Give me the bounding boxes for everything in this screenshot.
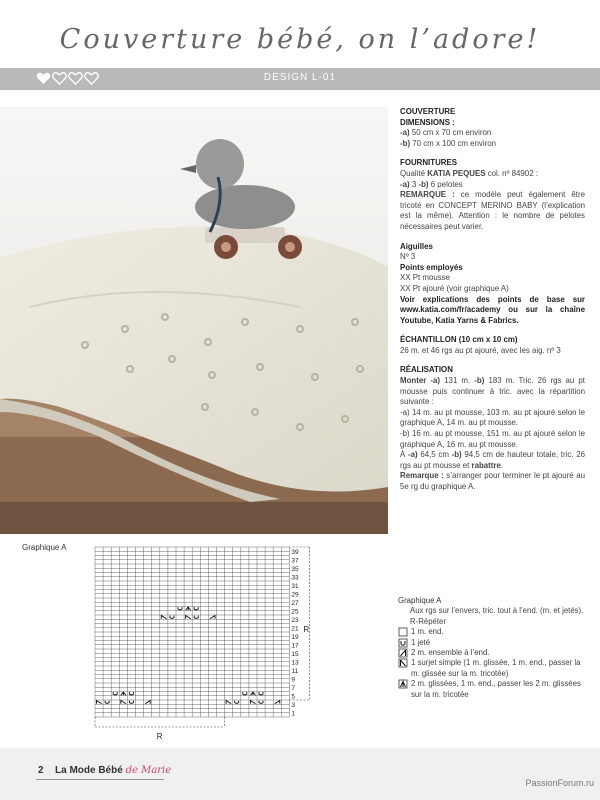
skpo-mark (121, 701, 126, 704)
yo-mark (170, 616, 174, 619)
skpo-icon (398, 658, 408, 668)
section-title-points: Points employés (400, 262, 463, 272)
section-title-echantillon: ÉCHANTILLON (10 cm x 10 cm) (400, 335, 518, 345)
knitting-chart (0, 540, 340, 745)
page-title: Couverture bébé, on l’adore! (59, 24, 541, 55)
design-band (0, 68, 600, 90)
point-mousse: XX Pt mousse (400, 273, 450, 283)
yo-mark (105, 701, 109, 704)
yo-mark (194, 616, 198, 619)
yo-mark (178, 607, 182, 610)
yo-mark (194, 607, 198, 610)
k2tog-mark (210, 616, 215, 619)
legend-line1: Aux rgs sur l’envers, tric. tout à l’end. (m. et jetés). (410, 606, 584, 616)
yo-mark (259, 701, 263, 704)
k2tog-mark (275, 701, 280, 704)
legend-item-knit: 1 m. end. (398, 627, 588, 637)
academy-note: Voir explications des points de base sur www.katia.com/fr/academy ou sur la chaîne Youtube, Katia Yarns & Fabrics. (400, 294, 585, 325)
watermark: PassionForum.ru (525, 778, 594, 788)
skpo-mark (226, 701, 231, 704)
skpo-mark (250, 701, 255, 704)
row-label: 27 (291, 600, 299, 608)
dimension-b: -b) 70 cm x 100 cm environ (400, 138, 497, 148)
point-ajoure: XX Pt ajouré (voir graphique A) (400, 283, 509, 293)
yo-mark (259, 692, 263, 695)
row-label: 13 (291, 659, 299, 667)
section-title-realisation: RÉALISATION (400, 365, 453, 375)
repeat-label-right: R (303, 625, 310, 634)
page-number: 2 (38, 765, 44, 776)
dimension-a: -a) 50 cm x 70 cm environ (400, 128, 492, 138)
row-label: 31 (291, 583, 299, 591)
dd-mark (121, 692, 126, 695)
dd-mark (186, 607, 191, 610)
row-label: 17 (291, 642, 299, 650)
row-label: 23 (291, 617, 299, 625)
legend-line2: R-Répéter (410, 616, 446, 626)
chart-title: Graphique A (22, 543, 67, 552)
page-footer (0, 748, 600, 800)
row-label: 25 (291, 608, 299, 616)
pattern-instructions (400, 107, 585, 493)
empty-square-icon (398, 627, 408, 637)
k2tog-icon (398, 648, 408, 658)
section-title-fournitures: FOURNITURES (400, 158, 457, 168)
repartition-b: -b) 16 m. au pt mousse, 151 m. au pt ajouré selon le graphique A, 16 m. au pt mousse. (400, 429, 585, 449)
echantillon-value: 26 m. et 46 rgs au pt ajouré, avec les aig. nº 3 (400, 345, 561, 355)
row-label: 19 (291, 634, 299, 642)
dd-mark (250, 692, 255, 695)
yarn-over-u-icon (398, 638, 408, 648)
yo-mark (129, 692, 133, 695)
row-label: 37 (291, 557, 299, 565)
hauteur-line: À -a) 64,5 cm -b) 94,5 cm de hauteur totale, tric. 26 rgs au pt mousse et rabattre. (400, 450, 585, 470)
legend-item-k2tog: 2 m. ensemble à l’end. (398, 648, 588, 658)
dimensions-label: DIMENSIONS : (400, 117, 455, 127)
repartition-a: -a) 14 m. au pt mousse, 103 m. au pt ajouré selon le graphique A, 14 m. au pt mousse. (400, 407, 585, 428)
design-code: DESIGN L-01 (263, 72, 337, 83)
monter-line: Monter -a) 131 m. -b) 183 m. Tric. 26 rgs au pt mousse puis continuer à tric. avec la répartition suivante : (400, 376, 585, 407)
skpo-mark (186, 616, 191, 619)
section-title-aiguilles: Aiguilles (400, 241, 433, 251)
pelotes-line: -a) 3 -b) 6 pelotes (400, 179, 463, 189)
row-label: 29 (291, 591, 299, 599)
magazine-name: La Mode Bébé de Marie (55, 765, 172, 776)
baby-blanket-photo-icon (0, 107, 388, 534)
yo-mark (243, 692, 247, 695)
row-label: 1 (291, 710, 296, 718)
knitting-chart-svg (0, 540, 340, 745)
legend-item-double-dec: 2 m. glissées, 1 m. end., passer les 2 m. glissées sur la m. tricotée (398, 679, 588, 700)
double-decrease-icon (398, 679, 408, 689)
row-label: 21 (291, 625, 299, 633)
remarque-fournitures: REMARQUE : ce modèle peut également être tricoté en CONCEPT MERINO BABY (l’explication est la même). Attention : le nombre de pelotes nécessaires peut varier. (400, 190, 585, 231)
chart-legend (398, 596, 588, 700)
row-label: 39 (291, 549, 299, 557)
row-label: 5 (291, 693, 296, 701)
legend-item-skpo: 1 surjet simple (1 m. glissée, 1 m. end., passer la m. glissée sur la m. tricotée) (398, 658, 588, 679)
legend-title: Graphique A (398, 596, 442, 605)
aiguilles-value: Nº 3 (400, 252, 416, 262)
row-label: 9 (291, 676, 296, 684)
qualite-line: Qualité KATIA PEQUES col. nº 84902 : (400, 168, 538, 178)
section-title-couverture: COUVERTURE (400, 107, 456, 116)
skpo-mark (97, 701, 102, 704)
remarque-final: Remarque : s’arranger pour terminer le pt ajouré au 5e rg du graphique A. (400, 471, 585, 491)
footer-rule (36, 779, 164, 780)
row-label: 3 (291, 702, 296, 710)
yo-mark (129, 701, 133, 704)
row-label: 15 (291, 651, 299, 659)
page-header (0, 0, 600, 95)
row-label: 7 (291, 685, 296, 693)
legend-item-yo: 1 jeté (398, 638, 588, 648)
yo-mark (113, 692, 117, 695)
yo-mark (235, 701, 239, 704)
baby-blanket-photo (0, 107, 388, 534)
row-label: 35 (291, 566, 299, 574)
skpo-mark (161, 616, 166, 619)
k2tog-mark (145, 701, 150, 704)
row-label: 11 (291, 668, 299, 676)
row-label: 33 (291, 574, 299, 582)
repeat-label-bottom: R (156, 732, 163, 741)
